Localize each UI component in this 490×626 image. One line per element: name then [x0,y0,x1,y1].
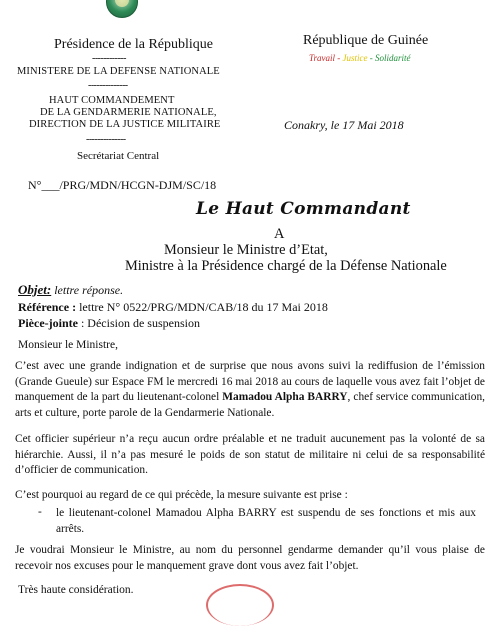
bullet-dash: - [38,506,42,518]
officer-name: Mamadou Alpha BARRY [222,391,348,404]
command-heading-line1: HAUT COMMANDEMENT [49,95,175,106]
attachment-line [18,316,200,331]
header-separator: -------------- [88,80,128,91]
command-heading-line3: DIRECTION DE LA JUSTICE MILITAIRE [29,119,221,130]
official-stamp [206,584,274,626]
ministry-heading: MINISTERE DE LA DEFENSE NATIONALE [17,66,220,77]
recipient-to: A [274,226,285,242]
command-heading-line2: DE LA GENDARMERIE NATIONALE, [40,107,217,118]
paragraph-3: C’est pourquoi au regard de ce qui précède, la mesure suivante est prise : [15,489,348,501]
reference-value: lettre N° 0522/PRG/MDN/CAB/18 du 17 Mai 2018 [79,300,328,314]
paragraph-1 [15,359,485,421]
subject-label: Objet: [18,282,52,297]
place-date: Conakry, le 17 Mai 2018 [284,118,404,132]
subject-value: lettre réponse. [54,283,124,297]
presidency-heading: Présidence de la République [54,37,214,52]
motto-dash: - [337,53,341,63]
republic-heading: République de Guinée [303,33,429,48]
header-separator: ------------ [92,53,126,64]
coat-of-arms-seal [106,0,138,18]
paragraph-2: Cet officier supérieur n’a reçu aucun ordre préalable et ne traduit aucunement pas la volonté de sa hiérarchie. Aussi, il n’a pas mesuré le poids de son statut de militaire ni celui de sa responsabilité d’officier de communication. [15,433,485,477]
paragraph-4: Je voudrai Monsieur le Ministre, au nom du personnel gendarme demander qu’il vous plaise de recevoir nos excuses pour le manquement grave dont vous avez fait l’objet. [15,544,485,572]
subject-line [18,282,123,298]
recipient-line2: Ministre à la Présidence chargé de la Défense Nationale [125,258,447,274]
reference-label: Référence : [18,300,77,314]
motto-solidarite: Solidarité [375,53,411,63]
sender-title: Le Haut Commandant [196,199,411,219]
motto-justice: Justice [342,53,368,63]
attachment-label: Pièce-jointe [18,316,78,330]
closing-line: Très haute considération. [18,584,134,596]
paragraph-1-text-end: , chef service communication, arts et culture, porte parole de la Gendarmerie Nationale. [15,391,485,419]
attachment-value: : Décision de suspension [80,316,200,330]
recipient-line1: Monsieur le Ministre d’Etat, [164,242,328,258]
paragraph-1-text: C’est avec une grande indignation et de surprise que nous avons suivi la rediffusion de l’émission (Grande Gueule) sur Espace FM le mercredi 16 mai 2018 au cours de laquelle vous avez fait l’objet de manquement de la part du lieutenant-colonel [15,360,485,404]
national-motto [309,53,411,63]
salutation: Monsieur le Ministre, [18,339,118,351]
reference-number: N°___/PRG/MDN/HCGN-DJM/SC/18 [28,178,217,192]
motto-dash: - [369,53,373,63]
reference-line [18,300,328,315]
bullet-item: le lieutenant-colonel Mamadou Alpha BARRY est suspendu de ses fonctions et mis aux arrêts. [56,507,476,535]
secretariat-label: Secrétariat Central [77,150,160,162]
header-separator: -------------- [86,134,126,145]
motto-travail: Travail [309,53,336,63]
